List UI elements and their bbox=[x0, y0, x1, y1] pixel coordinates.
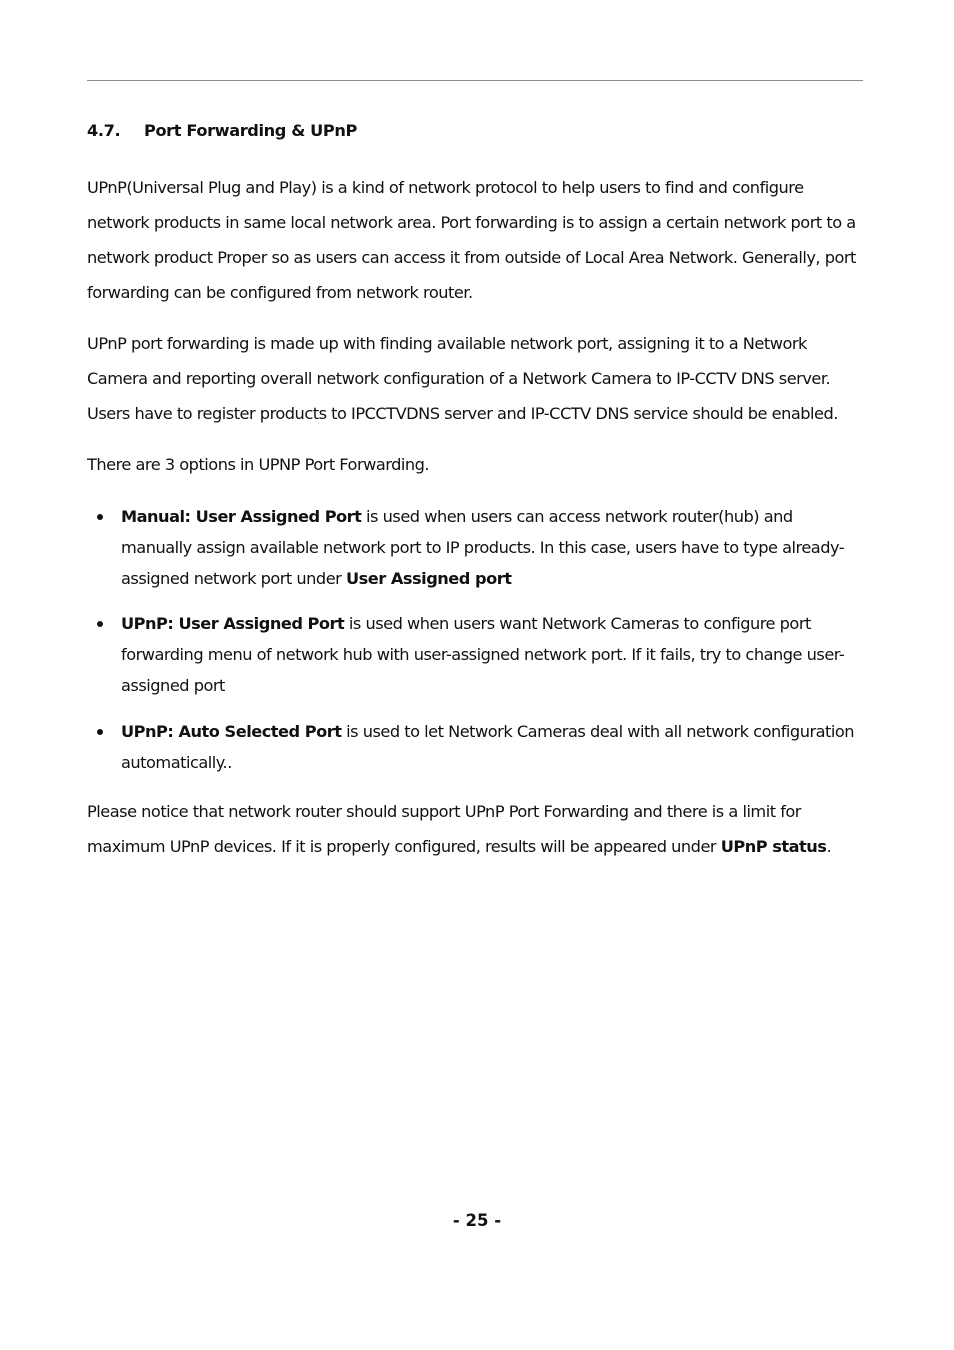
list-item bbox=[87, 609, 865, 701]
paragraph-closing bbox=[87, 794, 865, 864]
options-list bbox=[87, 502, 865, 778]
paragraph-upnp-intro: UPnP(Universal Plug and Play) is a kind of network protocol to help users to find and configure network products in same local network area. Port forwarding is to assign a certain network port to a network product Proper so as users can access it from outside of Local Area Network. Generally, port forwarding can be configured from network router. bbox=[87, 178, 856, 302]
closing-text: Please notice that network router should support UPnP Port Forwarding and there is a limit for maximum UPnP devices. If it is properly configured, results will be appeared under bbox=[87, 802, 801, 857]
list-item bbox=[87, 502, 865, 594]
option-reference: User Assigned port bbox=[345, 568, 512, 588]
option-term: UPnP: User Assigned Port bbox=[121, 614, 345, 634]
bullet-icon bbox=[97, 514, 103, 520]
bullet-icon bbox=[97, 621, 103, 627]
page-content bbox=[87, 118, 865, 880]
section-heading bbox=[87, 118, 865, 144]
section-title: Port Forwarding & UPnP bbox=[144, 121, 357, 140]
closing-reference: UPnP status bbox=[720, 837, 827, 857]
section-number: 4.7. bbox=[87, 121, 121, 140]
option-term: Manual: User Assigned Port bbox=[121, 507, 362, 526]
header-rule bbox=[87, 80, 863, 81]
list-item bbox=[87, 717, 865, 779]
paragraph-options-intro: There are 3 options in UPNP Port Forwarding. bbox=[87, 455, 430, 474]
option-term: UPnP: Auto Selected Port bbox=[121, 721, 342, 741]
paragraph-upnp-port-forwarding: UPnP port forwarding is made up with finding available network port, assigning it to a Network Camera and reporting overall network configuration of a Network Camera to IP-CCTV DNS server. Users have to register products to IPCCTVDNS server and IP-CCTV DNS service should be enabled. bbox=[87, 334, 838, 423]
option-description: is used to let Network Cameras deal with all network configuration automatically.. bbox=[121, 721, 855, 772]
bullet-icon bbox=[97, 729, 103, 735]
page-number: - 25 - bbox=[452, 1211, 502, 1230]
option-description: is used when users can access network router(hub) and manually assign available network port to IP products. In this case, users have to type already-assigned network port under bbox=[121, 507, 845, 588]
option-description: is used when users want Network Cameras to configure port forwarding menu of network hub with user-assigned network port. If it fails, try to change user-assigned port bbox=[121, 614, 845, 695]
closing-end: . bbox=[826, 837, 832, 857]
